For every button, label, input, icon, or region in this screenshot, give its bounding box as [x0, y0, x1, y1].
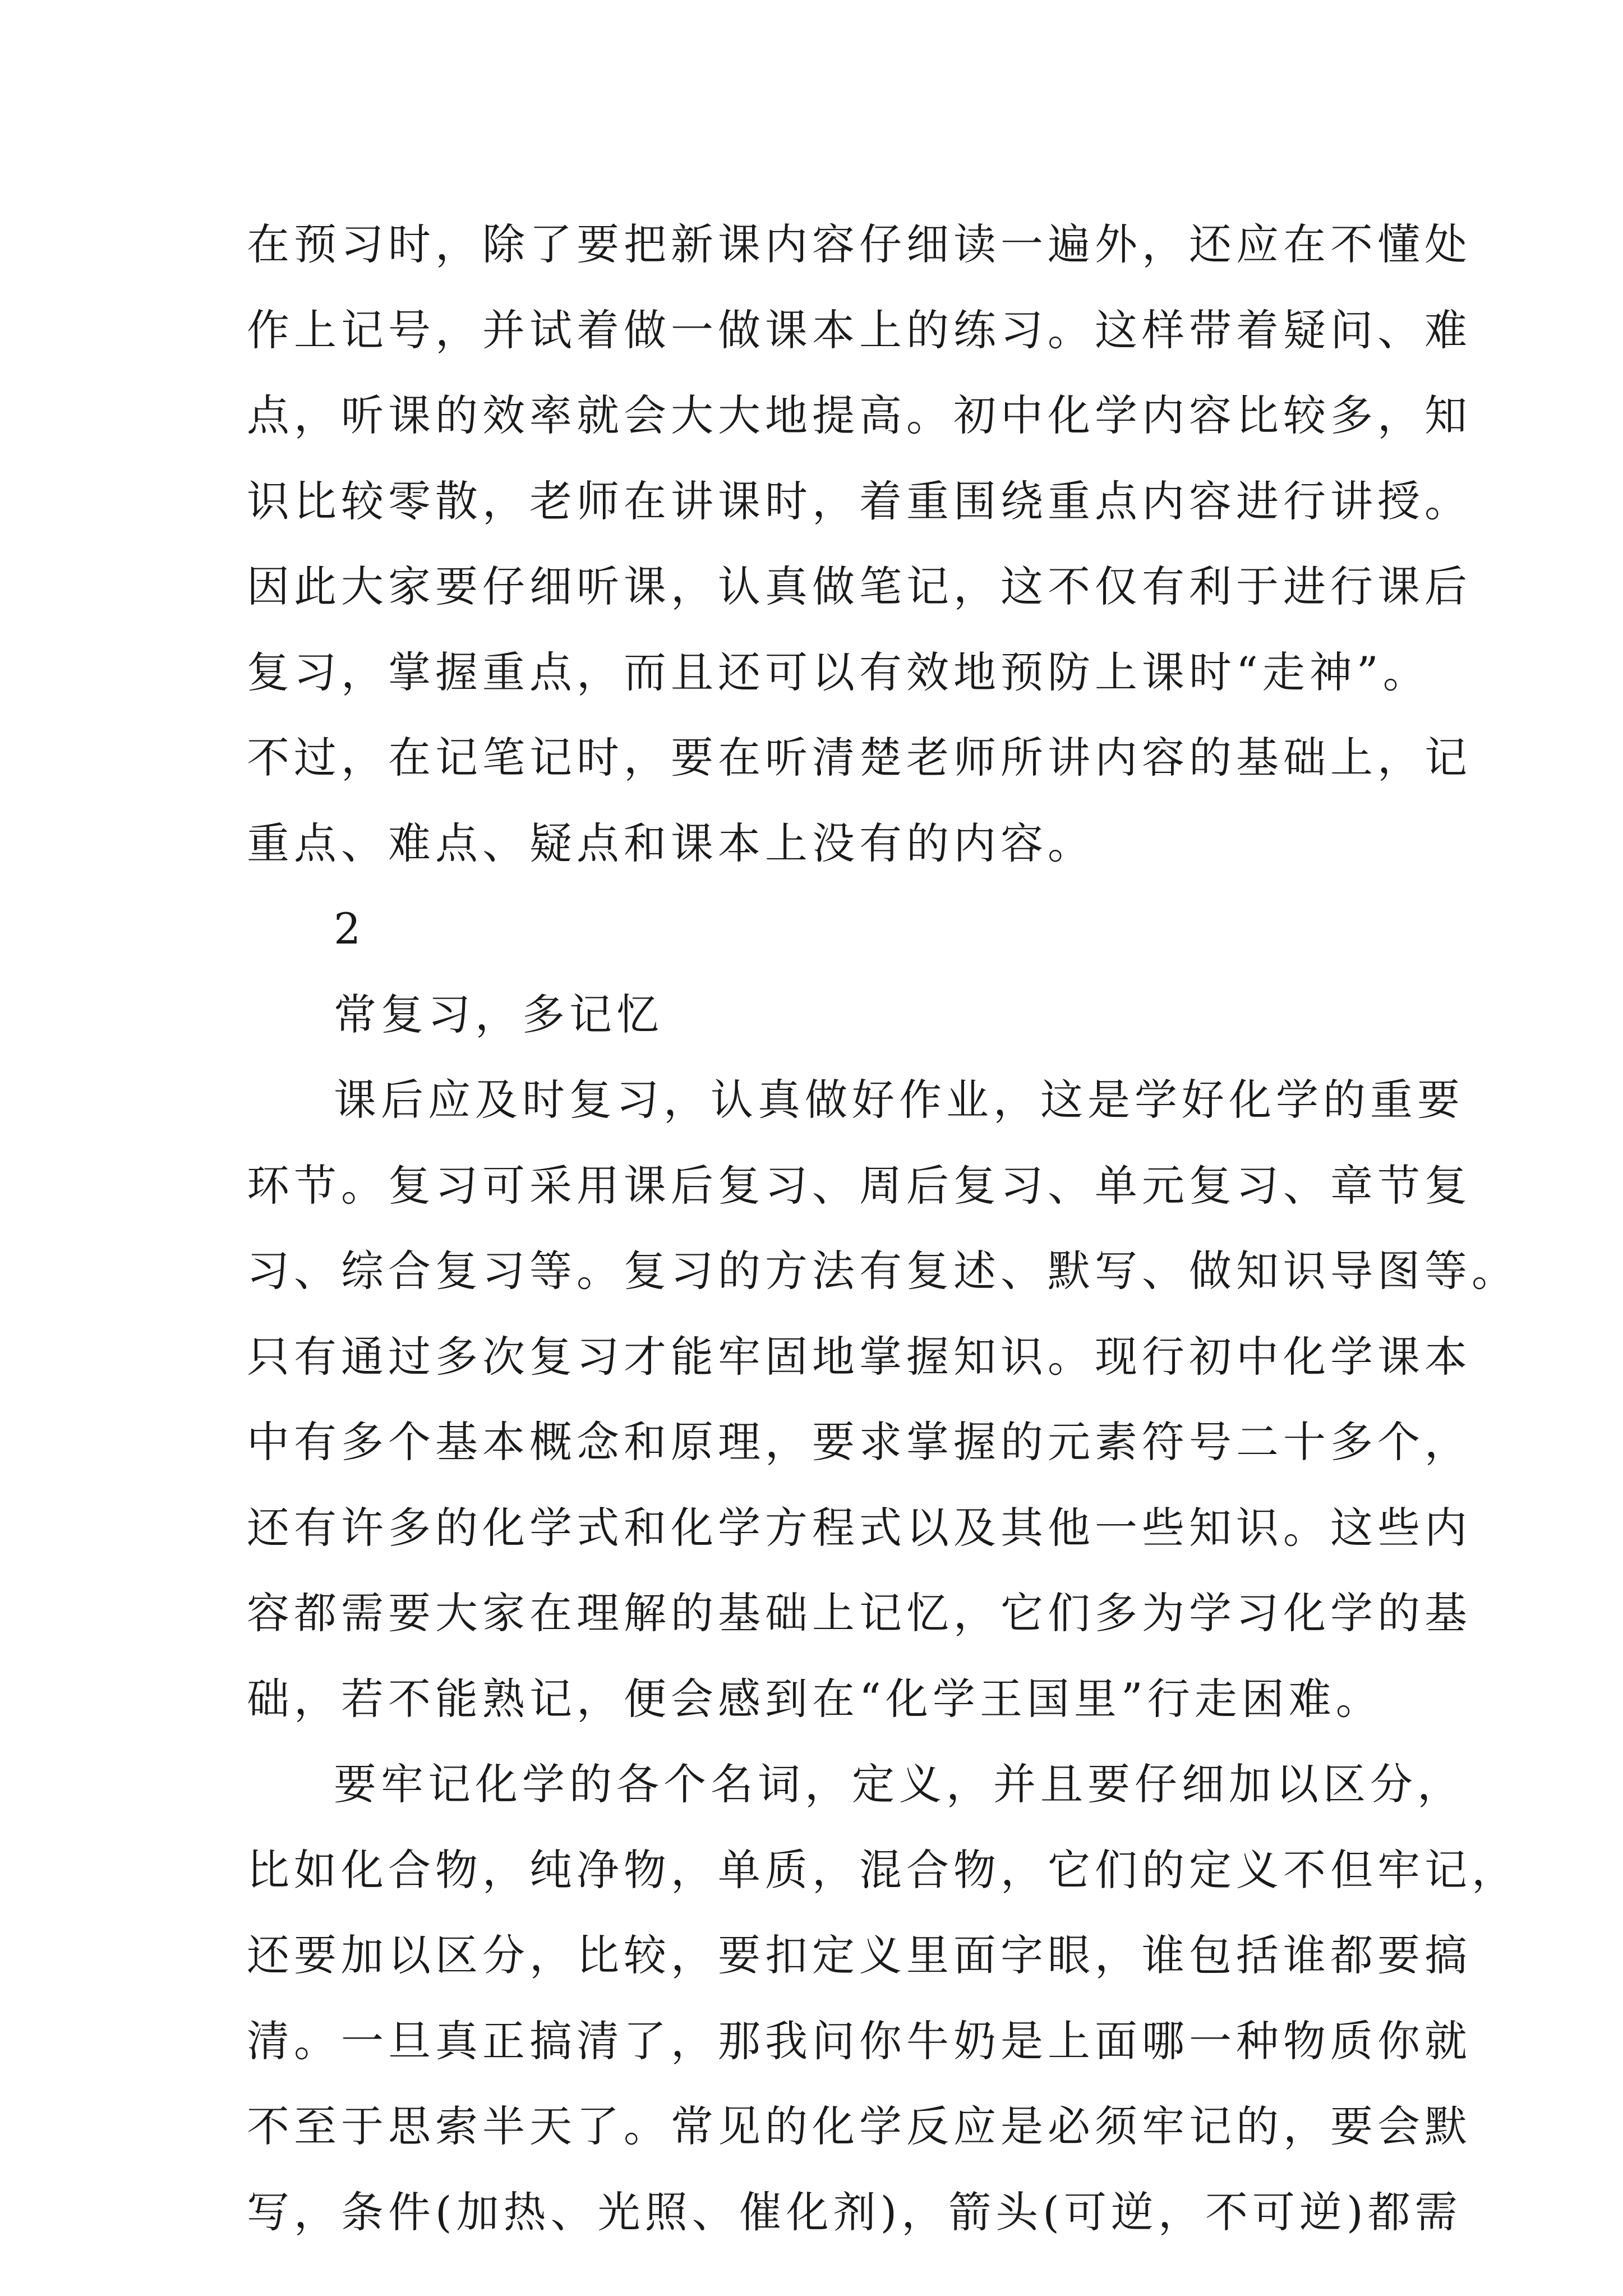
text-line: 中有多个基本概念和原理，要求掌握的元素符号二十多个， [247, 1417, 1472, 1467]
text-line: 习、综合复习等。复习的方法有复述、默写、做知识导图等。 [247, 1246, 1519, 1296]
text-line: 只有通过多次复习才能牢固地掌握知识。现行初中化学课本 [247, 1331, 1472, 1382]
text-line: 不至于思索半天了。常见的化学反应是必须牢记的，要会默 [247, 2101, 1472, 2151]
text-line: 课后应及时复习，认真做好作业，这是学好化学的重要 [334, 1075, 1464, 1125]
text-line: 写，条件(加热、光照、催化剂)，箭头(可逆，不可逆)都需 [247, 2187, 1462, 2237]
text-line: 础，若不能熟记，便会感到在“化学王国里”行走困难。 [247, 1673, 1383, 1724]
text-line: 点，听课的效率就会大大地提高。初中化学内容比较多，知 [247, 390, 1472, 440]
text-line: 重点、难点、疑点和课本上没有的内容。 [247, 818, 1095, 868]
text-line: 在预习时，除了要把新课内容仔细读一遍外，还应在不懂处 [247, 219, 1472, 269]
text-line: 要牢记化学的各个名词，定义，并且要仔细加以区分， [334, 1759, 1464, 1809]
text-line: 比如化合物，纯净物，单质，混合物，它们的定义不但牢记， [247, 1844, 1519, 1895]
text-line: 因此大家要仔细听课，认真做笔记，这不仅有利于进行课后 [247, 562, 1472, 611]
text-line: 2 [334, 904, 366, 954]
text-line: 环节。复习可采用课后复习、周后复习、单元复习、章节复 [247, 1160, 1472, 1211]
text-line: 作上记号，并试着做一做课本上的练习。这样带着疑问、难 [247, 305, 1472, 355]
text-line: 还有许多的化学式和化学方程式以及其他一些知识。这些内 [247, 1502, 1472, 1553]
text-line: 识比较零散，老师在讲课时，着重围绕重点内容进行讲授。 [247, 476, 1472, 526]
text-line: 容都需要大家在理解的基础上记忆，它们多为学习化学的基 [247, 1588, 1472, 1638]
document-body [247, 202, 1519, 2255]
text-line: 还要加以区分，比较，要扣定义里面字眼，谁包括谁都要搞 [247, 1930, 1472, 1980]
text-line: 不过，在记笔记时，要在听清楚老师所讲内容的基础上，记 [247, 733, 1472, 783]
text-line: 复习，掌握重点，而且还可以有效地预防上课时“走神”。 [247, 647, 1430, 697]
text-line: 常复习，多记忆 [334, 989, 663, 1039]
text-line: 清。一旦真正搞清了，那我问你牛奶是上面哪一种物质你就 [247, 2016, 1472, 2066]
